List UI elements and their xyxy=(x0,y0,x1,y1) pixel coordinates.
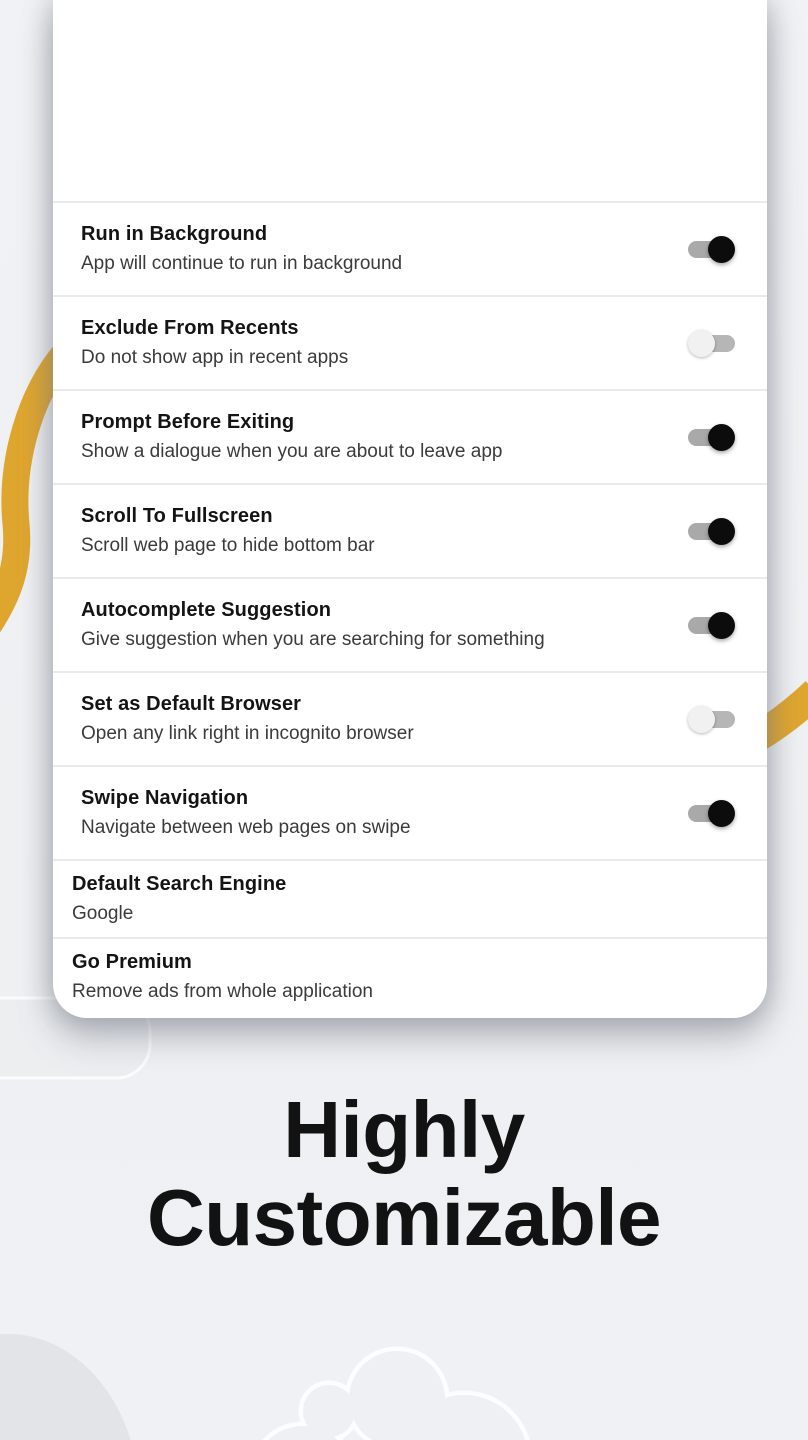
settings-row-subtitle: Show a dialogue when you are about to leave app xyxy=(81,441,503,462)
toggle-switch[interactable] xyxy=(688,800,735,827)
toggle-switch[interactable] xyxy=(688,706,735,733)
toggle-switch[interactable] xyxy=(688,518,735,545)
settings-row-text xyxy=(81,693,414,745)
settings-row[interactable] xyxy=(53,937,767,1015)
settings-row-title: Swipe Navigation xyxy=(81,787,249,809)
settings-list xyxy=(53,201,767,1015)
heading-line-1: Highly xyxy=(283,1085,525,1174)
settings-row-title: Exclude From Recents xyxy=(81,317,299,339)
settings-row-subtitle: Navigate between web pages on swipe xyxy=(81,817,411,838)
settings-row[interactable] xyxy=(53,671,767,765)
settings-row[interactable] xyxy=(53,765,767,859)
gray-blob-icon xyxy=(0,1334,140,1440)
settings-screen-card xyxy=(53,0,767,1018)
settings-row-text xyxy=(81,411,502,463)
card-top-spacer xyxy=(53,0,767,201)
toggle-switch[interactable] xyxy=(688,236,735,263)
settings-row-title: Default Search Engine xyxy=(72,873,287,895)
settings-row-text xyxy=(72,873,286,925)
settings-row-subtitle: Open any link right in incognito browser xyxy=(81,723,414,744)
settings-row[interactable] xyxy=(53,483,767,577)
settings-row-text xyxy=(81,505,375,557)
toggle-thumb-icon xyxy=(708,800,735,827)
toggle-thumb-icon xyxy=(688,330,715,357)
settings-row-text xyxy=(81,787,411,839)
settings-row-text xyxy=(81,317,348,369)
toggle-thumb-icon xyxy=(708,518,735,545)
settings-row-subtitle: Google xyxy=(72,903,134,924)
heading-line-2: Customizable xyxy=(146,1173,662,1262)
toggle-switch[interactable] xyxy=(688,612,735,639)
toggle-switch[interactable] xyxy=(688,424,735,451)
settings-row-subtitle: Remove ads from whole application xyxy=(72,981,373,1002)
settings-row-text xyxy=(81,599,545,651)
toggle-thumb-icon xyxy=(688,706,715,733)
settings-row[interactable] xyxy=(53,577,767,671)
toggle-thumb-icon xyxy=(708,612,735,639)
toggle-thumb-icon xyxy=(708,424,735,451)
section-heading xyxy=(0,1086,808,1262)
settings-row[interactable] xyxy=(53,859,767,937)
settings-row[interactable] xyxy=(53,389,767,483)
settings-row-title: Prompt Before Exiting xyxy=(81,411,295,433)
settings-row[interactable] xyxy=(53,295,767,389)
settings-row-title: Run in Background xyxy=(81,223,268,245)
settings-row[interactable] xyxy=(53,201,767,295)
settings-row-subtitle: App will continue to run in background xyxy=(81,253,403,274)
toggle-switch[interactable] xyxy=(688,330,735,357)
cloud-outline-icon xyxy=(253,1351,528,1440)
settings-row-subtitle: Do not show app in recent apps xyxy=(81,347,349,368)
settings-row-title: Set as Default Browser xyxy=(81,693,302,715)
settings-row-subtitle: Give suggestion when you are searching for something xyxy=(81,629,545,650)
settings-row-text xyxy=(72,951,373,1003)
settings-row-subtitle: Scroll web page to hide bottom bar xyxy=(81,535,375,556)
settings-row-title: Scroll To Fullscreen xyxy=(81,505,273,527)
toggle-thumb-icon xyxy=(708,236,735,263)
settings-row-title: Go Premium xyxy=(72,951,192,973)
settings-row-title: Autocomplete Suggestion xyxy=(81,599,332,621)
settings-row-text xyxy=(81,223,402,275)
